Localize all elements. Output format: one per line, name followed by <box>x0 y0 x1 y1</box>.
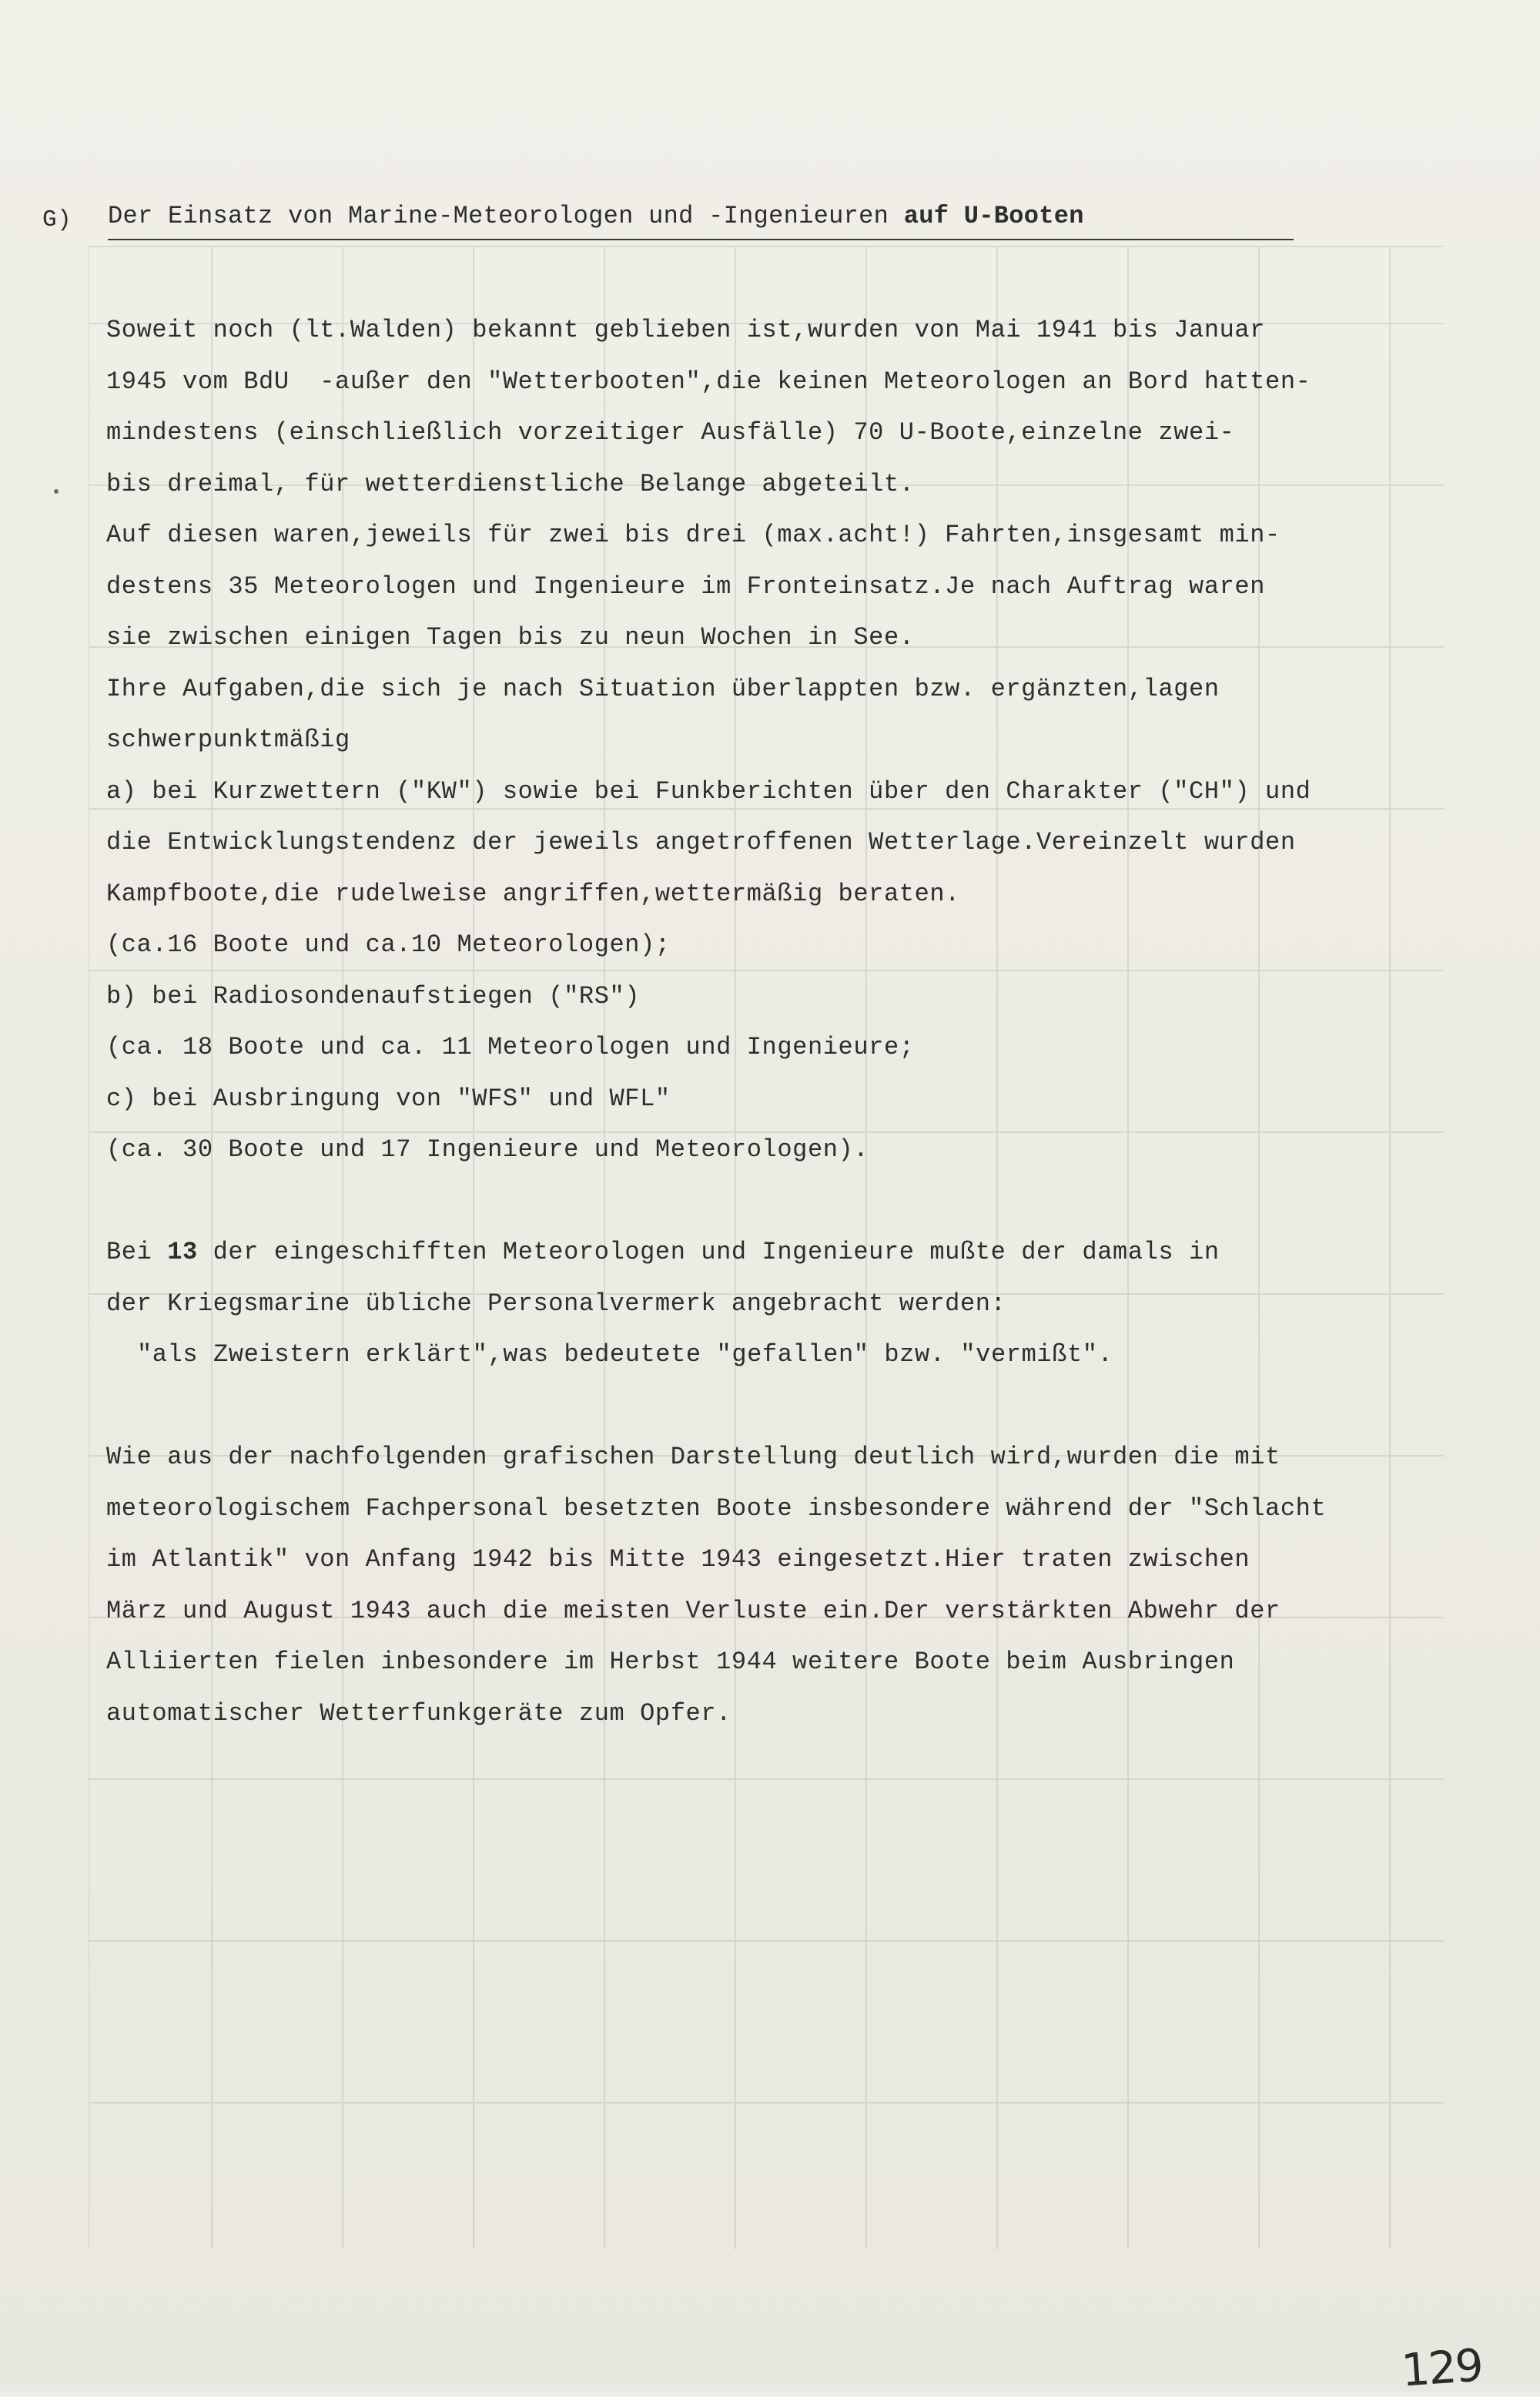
text-line <box>106 1227 1508 1279</box>
text-line: sie zwischen einigen Tagen bis zu neun Wochen in See. <box>106 623 915 652</box>
casualty-count: 13 <box>167 1238 198 1266</box>
list-item-a: a) bei Kurzwettern ("KW") sowie bei Funkberichten über den Charakter ("CH") und <box>106 776 1311 806</box>
page-number: 129 <box>1399 2338 1484 2397</box>
text-line: 1945 vom BdU -außer den "Wetterbooten",die keinen Meteorologen an Bord hatten- <box>106 367 1311 396</box>
section-title-bold: auf U-Booten <box>903 202 1084 230</box>
text-line: Wie aus der nachfolgenden grafischen Darstellung deutlich wird,wurden die mit <box>106 1443 1281 1471</box>
paragraph-3 <box>106 1432 1508 1739</box>
text-line: Auf diesen waren,jeweils für zwei bis drei (max.acht!) Fahrten,insgesamt min- <box>106 521 1281 549</box>
text-line: (ca. 30 Boote und 17 Ingenieure und Meteorologen). <box>106 1135 869 1164</box>
quoted-remark: "als Zweistern erklärt",was bedeutete "gefallen" bzw. "vermißt". <box>137 1340 1113 1369</box>
text-line: (ca.16 Boote und ca.10 Meteorologen); <box>106 930 671 959</box>
text-line: März und August 1943 auch die meisten Verluste ein.Der verstärkten Abwehr der <box>106 1596 1281 1625</box>
section-heading <box>42 202 1259 248</box>
text-line: Kampfboote,die rudelweise angriffen,wettermäßig beraten. <box>106 879 960 908</box>
text-line: schwerpunktmäßig <box>106 726 350 754</box>
text-line: die Entwicklungstendenz der jeweils angetroffenen Wetterlage.Vereinzelt wurden <box>106 828 1296 857</box>
paragraph-1 <box>106 305 1508 1176</box>
section-title <box>108 202 1084 230</box>
list-item-b: b) bei Radiosondenaufstiegen ("RS") <box>106 981 641 1011</box>
text-line: meteorologischem Fachpersonal besetzten Boote insbesondere während der "Schlacht <box>106 1494 1327 1523</box>
section-label: G) <box>42 206 72 233</box>
body-text <box>106 305 1508 1739</box>
text-line: destens 35 Meteorologen und Ingenieure im Fronteinsatz.Je nach Auftrag waren <box>106 572 1266 601</box>
list-item-c: c) bei Ausbringung von "WFS" und WFL" <box>106 1084 671 1113</box>
text-run: der eingeschifften Meteorologen und Ingenieure mußte der damals in <box>197 1238 1220 1266</box>
text-line: bis dreimal, für wetterdienstliche Belange abgeteilt. <box>106 469 915 498</box>
text-run: Bei <box>106 1238 168 1266</box>
paper-speck <box>54 489 59 494</box>
paragraph-gap <box>106 1381 1508 1433</box>
text-line: Ihre Aufgaben,die sich je nach Situation überlappten bzw. ergänzten,lagen <box>106 674 1220 703</box>
text-line: im Atlantik" von Anfang 1942 bis Mitte 1943 eingesetzt.Hier traten zwischen <box>106 1545 1250 1574</box>
text-line: (ca. 18 Boote und ca. 11 Meteorologen und Ingenieure; <box>106 1033 915 1061</box>
text-line: automatischer Wetterfunkgeräte zum Opfer. <box>106 1698 732 1728</box>
paragraph-gap <box>106 1176 1508 1228</box>
heading-underline <box>108 239 1294 240</box>
text-line: mindestens (einschließlich vorzeitiger Ausfälle) 70 U-Boote,einzelne zwei- <box>106 418 1235 447</box>
section-title-plain: Der Einsatz von Marine-Meteorologen und -Ingenieuren <box>108 202 889 230</box>
text-line: Alliierten fielen inbesondere im Herbst 1944 weitere Boote beim Ausbringen <box>106 1648 1235 1676</box>
text-line: Soweit noch (lt.Walden) bekannt geblieben ist,wurden von Mai 1941 bis Januar <box>106 316 1266 344</box>
text-line: der Kriegsmarine übliche Personalvermerk angebracht werden: <box>106 1289 1006 1318</box>
paragraph-2 <box>106 1227 1508 1381</box>
